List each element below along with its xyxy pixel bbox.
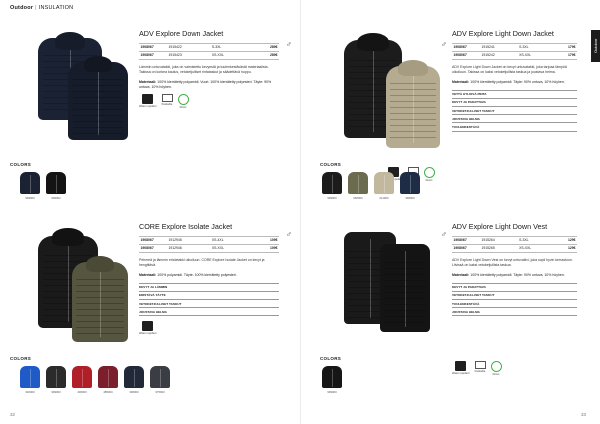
color-swatch[interactable] (46, 172, 66, 200)
spec-table (452, 236, 577, 253)
side-tab: Outdoor (591, 30, 600, 62)
colors-label: COLORS (320, 356, 342, 361)
spec-code: 1908067 (452, 244, 480, 252)
material-text: 100% kierrätetty polyamidi. Vuori: 100% kierrätetty polyesteri. Täyte: 90% untuva, 10% höyhen. (139, 79, 272, 89)
spec-price: 129€ (553, 237, 577, 245)
swatch-caption: 999000 (25, 196, 35, 200)
spec-sizes: S-3XL (518, 237, 553, 245)
swatch-caption: 346000 (25, 390, 35, 394)
spec-table (139, 43, 279, 60)
feature-list (452, 90, 577, 132)
spec-price: 109€ (251, 244, 279, 252)
page-number-left: 32 (10, 412, 16, 417)
material-text: 100% polyamidi. Täyte: 100% kierrätetty polyesteri. (157, 272, 237, 277)
product-description: Lämmin untuvatakki, joka on valmistettu kevyestä ja tuulenkestävästä materiaalista. Takissa on korkea kaulus, vetoketjulliset rintataskut ja säädettävä huppu. (139, 64, 269, 74)
color-swatches (322, 366, 342, 394)
feature-item: KEVYT JA PAKATTAVA (452, 99, 577, 107)
hood-shape (86, 256, 114, 272)
product-image-down-jacket-front (68, 62, 128, 140)
product-title: ADV Explore Light Down Jacket (452, 29, 554, 38)
product-material (139, 273, 279, 278)
hood-shape (357, 33, 389, 51)
spec-row (139, 51, 279, 59)
spec-sku: 1912946 (167, 244, 210, 252)
packable-icon (162, 94, 173, 109)
care-label: repellent (392, 178, 403, 181)
spec-price: 179€ (553, 51, 577, 59)
care-label: Down (179, 106, 187, 110)
hood-shape (55, 32, 85, 50)
spec-row (452, 244, 577, 252)
spec-sizes: XS-XXL (518, 51, 553, 59)
spec-row (452, 237, 577, 245)
color-swatch[interactable] (150, 366, 170, 394)
color-swatch[interactable] (374, 172, 394, 200)
color-swatches (322, 172, 420, 200)
spec-table (452, 43, 577, 60)
water-repellent-icon (139, 321, 157, 335)
color-swatch[interactable] (400, 172, 420, 200)
category-label: INSULATION (38, 5, 74, 11)
care-label: Packable (161, 103, 173, 107)
color-swatch[interactable] (46, 366, 66, 394)
page-number-right: 33 (580, 412, 586, 417)
spec-row (452, 51, 577, 59)
material-label: Materiaali: (452, 79, 470, 84)
product-image-vest-front (380, 244, 430, 332)
header-separator: | (35, 5, 37, 11)
water-repellent-icon (139, 94, 157, 109)
spec-code: 1908067 (139, 244, 167, 252)
hood-shape (52, 228, 84, 246)
care-label: Packable (474, 370, 486, 373)
material-text: 100% kierrätetty polyamidi. Täyte: 90% untuva, 10% höyhen. (470, 79, 565, 84)
material-label: Materiaali: (452, 272, 470, 277)
spec-sku: 1915422 (167, 44, 210, 52)
page-header (10, 5, 73, 11)
swatch-caption: 999000 (327, 196, 337, 200)
colors-label: COLORS (320, 162, 342, 167)
colors-label: COLORS (10, 162, 32, 167)
spec-sku: 1915242 (480, 51, 518, 59)
section-label: Outdoor (10, 5, 34, 11)
swatch-caption: 396000 (129, 390, 139, 394)
product-material (139, 80, 279, 90)
gender-icon: ♂ (441, 230, 447, 239)
color-swatch[interactable] (124, 366, 144, 394)
swatch-caption: 666000 (353, 196, 363, 200)
spec-table (139, 236, 279, 253)
care-label: Down (425, 179, 433, 182)
color-swatch[interactable] (72, 366, 92, 394)
spec-row (139, 244, 279, 252)
product-description: ADV Explore Light Down Jacket on kevyt untuvatakki, joka tarjoaa lämpöä ulkoiluun. Takissa on kaksi vetoketjullista taskua ja joustava helma. (452, 64, 567, 74)
feature-list (452, 283, 577, 317)
down-icon (424, 167, 435, 182)
water-repellent-icon (452, 361, 470, 376)
down-icon (491, 361, 502, 376)
hood-shape (84, 56, 112, 72)
feature-item: VETTÄ HYLKIVÄ PINTA (452, 90, 577, 99)
product-image-isolate-jacket-front (72, 262, 128, 342)
swatch-caption: 999000 (327, 390, 337, 394)
spec-code: 1908067 (452, 237, 480, 245)
spec-sizes: S-3XL (210, 44, 250, 52)
product-title: CORE Explore Isolate Jacket (139, 222, 233, 231)
color-swatches (20, 366, 170, 394)
care-label: Water repellent (139, 105, 157, 109)
color-swatch[interactable] (322, 172, 342, 200)
color-swatch[interactable] (348, 172, 368, 200)
feature-list (139, 283, 279, 317)
material-label: Materiaali: (139, 272, 157, 277)
spec-sizes: S-3XL (518, 44, 553, 52)
product-light-down-vest (452, 222, 577, 316)
gender-icon: ♂ (286, 40, 292, 49)
spec-code: 1908067 (139, 237, 167, 245)
spec-price: 109€ (251, 237, 279, 245)
product-title: ADV Explore Down Jacket (139, 29, 224, 38)
care-label: Water repellent (452, 372, 470, 375)
product-description: ADV Explore Light Down Vest on kevyt untuvaliivi, joka sopii hyvin kerrastoon. Liivissä on kaksi vetoketjullista taskua. (452, 257, 573, 267)
feature-item: JOUSTAVA HELMA (452, 308, 577, 316)
color-swatches (20, 172, 66, 200)
product-material (452, 273, 577, 278)
spec-sizes: XS-XXL (518, 244, 553, 252)
product-isolate-jacket (139, 222, 279, 335)
spec-price: 179€ (553, 44, 577, 52)
page-spine (300, 0, 301, 424)
material-label: Materiaali: (139, 79, 157, 84)
spec-price: 129€ (553, 244, 577, 252)
spec-row (139, 44, 279, 52)
feature-item: JOUSTAVA HELMA (452, 115, 577, 123)
spec-sizes: XS-XXL (210, 244, 250, 252)
swatch-caption: 211000 (379, 196, 389, 200)
care-icons (139, 94, 279, 109)
spec-sku: 1915241 (480, 44, 518, 52)
product-down-jacket (139, 29, 279, 109)
feature-item: TUULENKESTÄVÄ (452, 123, 577, 131)
spec-sku: 1915423 (167, 51, 210, 59)
swatch-caption: 975000 (155, 390, 165, 394)
spec-sku: 1915264 (480, 237, 518, 245)
spec-sizes: XS-XXL (210, 51, 250, 59)
packable-icon (475, 361, 486, 376)
product-image-light-down-jacket-front (386, 66, 440, 148)
feature-item: KEVYT JA LÄMMIN (139, 283, 279, 292)
product-description: Pehmeä ja lämmin eristetakki ulkoiluun. CORE Explore Isolate Jacket on kevyt ja hengittävä. (139, 257, 265, 267)
spec-row (452, 44, 577, 52)
swatch-caption: 999000 (51, 390, 61, 394)
feature-item: VETOKETJULLISET TASKUT (452, 292, 577, 300)
spec-code: 1908067 (452, 44, 480, 52)
product-material (452, 80, 577, 85)
material-text: 100% kierrätetty polyamidi. Täyte: 90% untuva, 10% höyhen. (470, 272, 565, 277)
care-label: Water repellent (139, 332, 157, 336)
feature-item: TUULENKESTÄVÄ (452, 300, 577, 308)
product-light-down-jacket (452, 29, 577, 132)
gender-icon: ♂ (441, 40, 447, 49)
swatch-caption: 485000 (103, 390, 113, 394)
colors-label: COLORS (10, 356, 32, 361)
feature-item: VETOKETJULLISET TASKUT (139, 300, 279, 308)
spec-code: 1908067 (139, 44, 167, 52)
feature-item: KEVYT JA PAKATTAVA (452, 283, 577, 292)
swatch-caption: 430000 (77, 390, 87, 394)
down-icon (178, 94, 189, 109)
care-icons (452, 361, 502, 376)
spec-price: 289€ (251, 51, 279, 59)
feature-item: JOUSTAVA HELMA (139, 308, 279, 316)
spec-sku: 1915265 (480, 244, 518, 252)
spec-code: 1908067 (452, 51, 480, 59)
product-title: ADV Explore Light Down Vest (452, 222, 548, 231)
gender-icon: ♂ (286, 230, 292, 239)
color-swatch[interactable] (20, 172, 40, 200)
spec-code: 1908067 (139, 51, 167, 59)
spec-row (139, 237, 279, 245)
care-label: Down (492, 373, 500, 376)
hood-shape (398, 60, 428, 76)
color-swatch[interactable] (322, 366, 342, 394)
care-icons (139, 321, 279, 335)
swatch-caption: 396000 (405, 196, 415, 200)
color-swatch[interactable] (20, 366, 40, 394)
spec-sku: 1912945 (167, 237, 210, 245)
spec-sizes: XS-4XL (210, 237, 250, 245)
feature-item: ERISTÄVÄ TÄYTE (139, 292, 279, 300)
feature-item: VETOKETJULLISET TASKUT (452, 107, 577, 115)
swatch-caption: 999002 (51, 196, 61, 200)
spec-price: 289€ (251, 44, 279, 52)
color-swatch[interactable] (98, 366, 118, 394)
